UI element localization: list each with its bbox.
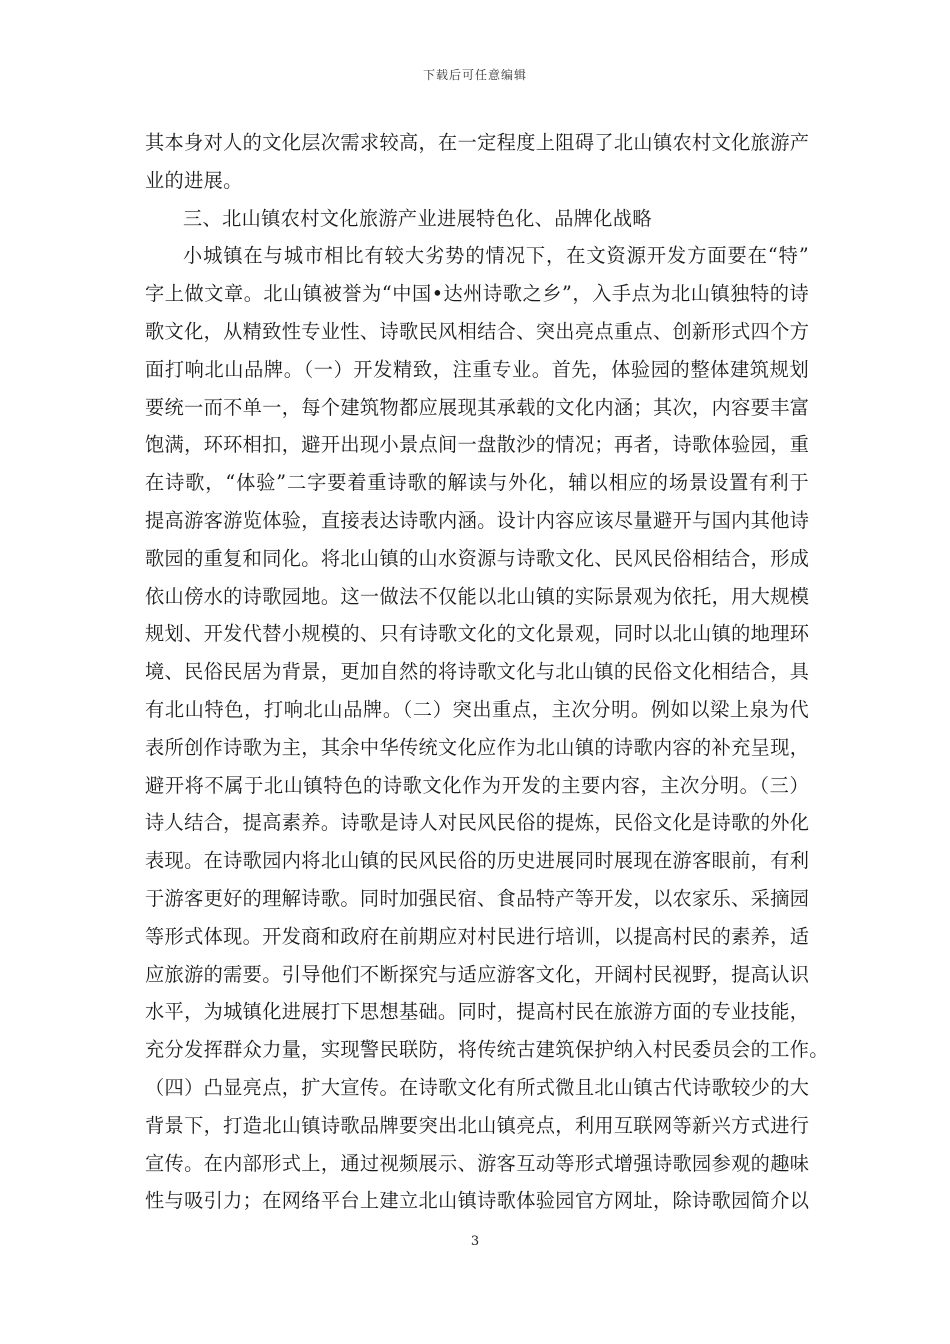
text-line: 有北山特色，打响北山品牌。（二）突出重点，主次分明。例如以梁上泉为代 bbox=[145, 697, 809, 721]
text-line: 在诗歌，“体验”二字要着重诗歌的解读与外化，辅以相应的场景设置有利于 bbox=[145, 471, 809, 495]
text-line: 歌园的重复和同化。将北山镇的山水资源与诗歌文化、民风民俗相结合，形成 bbox=[145, 546, 810, 570]
text-line: 字上做文章。北山镇被誉为“中国•达州诗歌之乡”，入手点为北山镇独特的诗 bbox=[145, 282, 809, 306]
text-line: 性与吸引力；在网络平台上建立北山镇诗歌体验园官方网址，除诗歌园简介以 bbox=[145, 1189, 810, 1213]
text-line: 小城镇在与城市相比有较大劣势的情况下，在文资源开发方面要在“特” bbox=[183, 244, 809, 268]
text-line: 背景下，打造北山镇诗歌品牌要突出北山镇亮点，利用互联网等新兴方式进行 bbox=[145, 1113, 810, 1137]
body-text bbox=[145, 124, 829, 1220]
text-line: 充分发挥群众力量，实现警民联防，将传统古建筑保护纳入村民委员会的工作。 bbox=[145, 1038, 829, 1062]
text-line: 业的进展。 bbox=[145, 168, 243, 192]
text-line: 提高游客游览体验，直接表达诗歌内涵。设计内容应该尽量避开与国内其他诗 bbox=[145, 508, 810, 532]
text-line: 其本身对人的文化层次需求较高，在一定程度上阻碍了北山镇农村文化旅游产 bbox=[145, 131, 810, 154]
text-line: 应旅游的需要。引导他们不断探究与适应游客文化，开阔村民视野，提高认识 bbox=[145, 962, 810, 986]
text-line: 避开将不属于北山镇特色的诗歌文化作为开发的主要内容，主次分明。（三） bbox=[145, 773, 809, 797]
text-line: 诗人结合，提高素养。诗歌是诗人对民风民俗的提炼，民俗文化是诗歌的外化 bbox=[145, 811, 810, 835]
text-line: 境、民俗民居为背景，更加自然的将诗歌文化与北山镇的民俗文化相结合，具 bbox=[145, 660, 810, 684]
text-line: 要统一而不单一，每个建筑物都应展现其承载的文化内涵；其次，内容要丰富 bbox=[145, 395, 810, 419]
text-line: （四）凸显亮点，扩大宣传。在诗歌文化有所式微且北山镇古代诗歌较少的大 bbox=[145, 1075, 810, 1099]
text-line: 于游客更好的理解诗歌。同时加强民宿、食品特产等开发，以农家乐、采摘园 bbox=[145, 886, 810, 910]
page-number: 3 bbox=[470, 1234, 480, 1249]
text-line: 面打响北山品牌。（一）开发精致，注重专业。首先，体验园的整体建筑规划 bbox=[145, 357, 809, 381]
text-line: 依山傍水的诗歌园地。这一做法不仅能以北山镇的实际景观为依托，用大规模 bbox=[145, 584, 810, 608]
text-line: 饱满，环环相扣，避开出现小景点间一盘散沙的情况；再者，诗歌体验园，重 bbox=[145, 433, 810, 457]
text-line: 等形式体现。开发商和政府在前期应对村民进行培训，以提高村民的素养，适 bbox=[145, 924, 810, 948]
text-line: 水平，为城镇化进展打下思想基础。同时，提高村民在旅游方面的专业技能， bbox=[145, 1000, 810, 1024]
text-line: 规划、开发代替小规模的、只有诗歌文化的文化景观，同时以北山镇的地理环 bbox=[145, 622, 810, 646]
text-line: 歌文化，从精致性专业性、诗歌民风相结合、突出亮点重点、创新形式四个方 bbox=[145, 319, 810, 343]
text-line: 表所创作诗歌为主，其余中华传统文化应作为北山镇的诗歌内容的补充呈现， bbox=[145, 735, 810, 759]
text-line: 表现。在诗歌园内将北山镇的民风民俗的历史进展同时展现在游客眼前，有利 bbox=[145, 849, 810, 873]
section-heading: 三、北山镇农村文化旅游产业进展特色化、品牌化战略 bbox=[183, 206, 652, 230]
text-line: 宣传。在内部形式上，通过视频展示、游客互动等形式增强诗歌园参观的趣味 bbox=[145, 1151, 810, 1175]
page-header: 下载后可任意编辑 bbox=[422, 68, 527, 82]
